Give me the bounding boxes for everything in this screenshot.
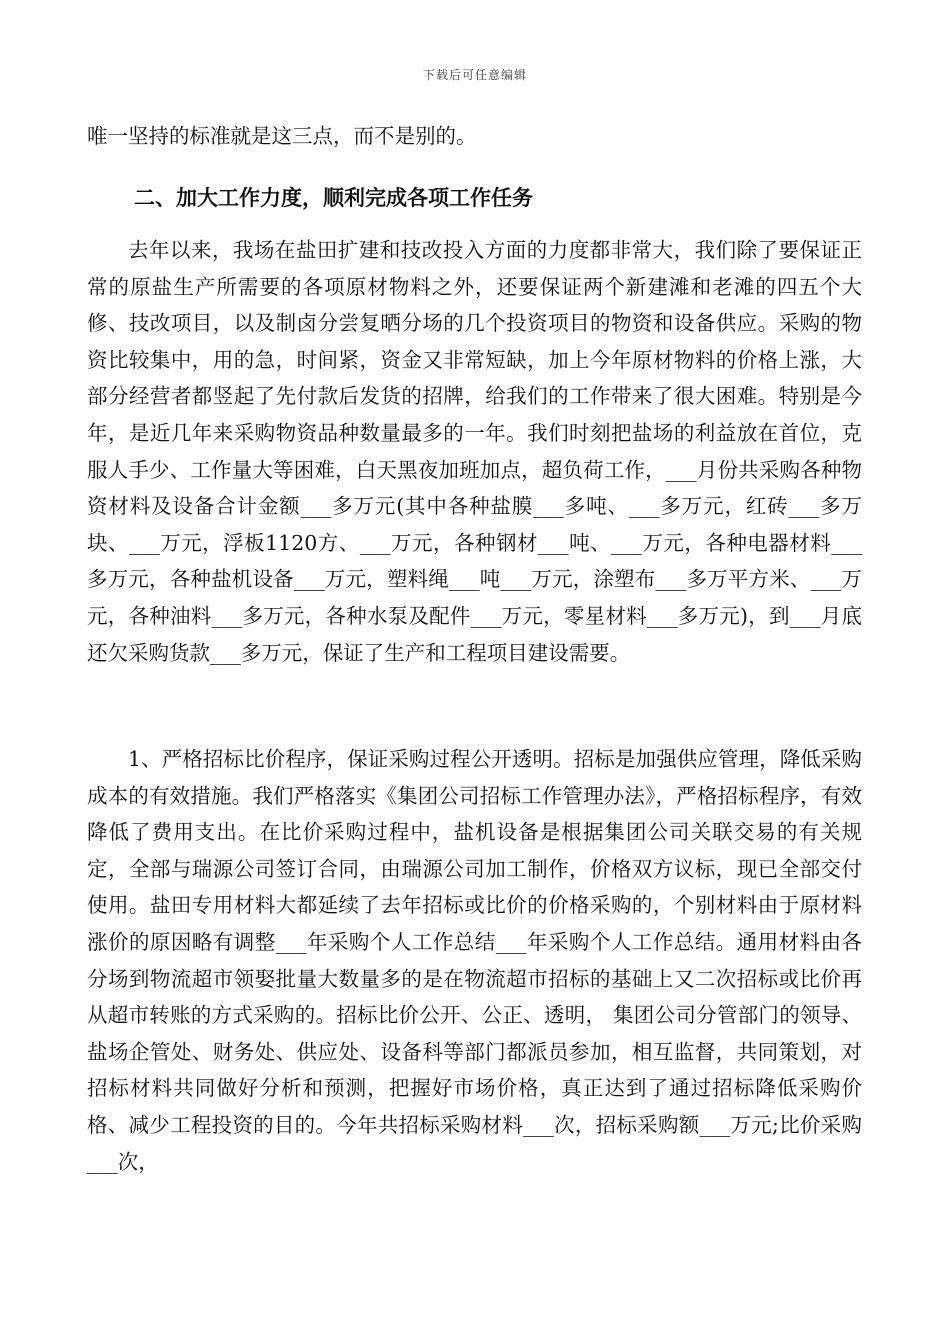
header-note: 下载后可任意编辑	[422, 68, 527, 82]
section-heading: 二、加大工作力度，顺利完成各项工作任务	[134, 185, 533, 210]
paragraph-bidding-process: 1、严格招标比价程序，保证采购过程公开透明。招标是加强供应管理，降低采购成本的有效措施。我们严格落实《集团公司招标工作管理办法》，严格招标程序，有效降低了费用支出。在比价采购过程中，盐机设备是根据集团公司关联交易的有关规定，全部与瑞源公司签订合同，由瑞源公司加工制作，价格双方议标，现已全部交付使用。盐田专用材料大都延续了去年招标或比价的价格采购的，个别材料由于原材料涨价的原因略有调整___年采购个人工作总结___年采购个人工作总结。通用材料由各分场到物流超市领娶批量大数量多的是在物流超市招标的基础上又二次招标或比价再从超市转账的方式采购的。招标比价公开、公正、透明， 集团公司分管部门的领导、盐场企管处、财务处、供应处、设备科等部门都派员参加，相互监督，共同策划，对招标材料共同做好分析和预测，把握好市场价格，真正达到了通过招标降低采购价格、减少工程投资的目的。今年共招标采购材料___次，招标采购额___万元;比价采购___次，	[87, 747, 862, 1174]
continuation-text: 唯一坚持的标准就是这三点，而不是别的。	[87, 124, 477, 148]
paragraph-procurement-overview: 去年以来，我场在盐田扩建和技改投入方面的力度都非常大，我们除了要保证正常的原盐生产所需要的各项原材物料之外，还要保证两个新建滩和老滩的四五个大修、技改项目，以及制卤分尝复晒分场的几个投资项目的物资和设备供应。采购的物资比较集中，用的急，时间紧，资金又非常短缺，加上今年原材物料的价格上涨，大部分经营者都竖起了先付款后发货的招牌，给我们的工作带来了很大困难。特别是今年，是近几年来采购物资品种数量最多的一年。我们时刻把盐场的利益放在首位，克服人手少、工作量大等困难，白天黑夜加班加点，超负荷工作，___月份共采购各种物资材料及设备合计金额___多万元(其中各种盐膜___多吨、___多万元，红砖___多万块、___万元，浮板1120方、___万元，各种钢材___吨、___万元，各种电器材料___多万元，各种盐机设备___万元，塑料绳___吨___万元，涂塑布___多万平方米、___万元，各种油料___多万元，各种水泵及配件___万元，零星材料___多万元)，到___月底还欠采购货款___多万元，保证了生产和工程项目建设需要。	[87, 238, 862, 665]
